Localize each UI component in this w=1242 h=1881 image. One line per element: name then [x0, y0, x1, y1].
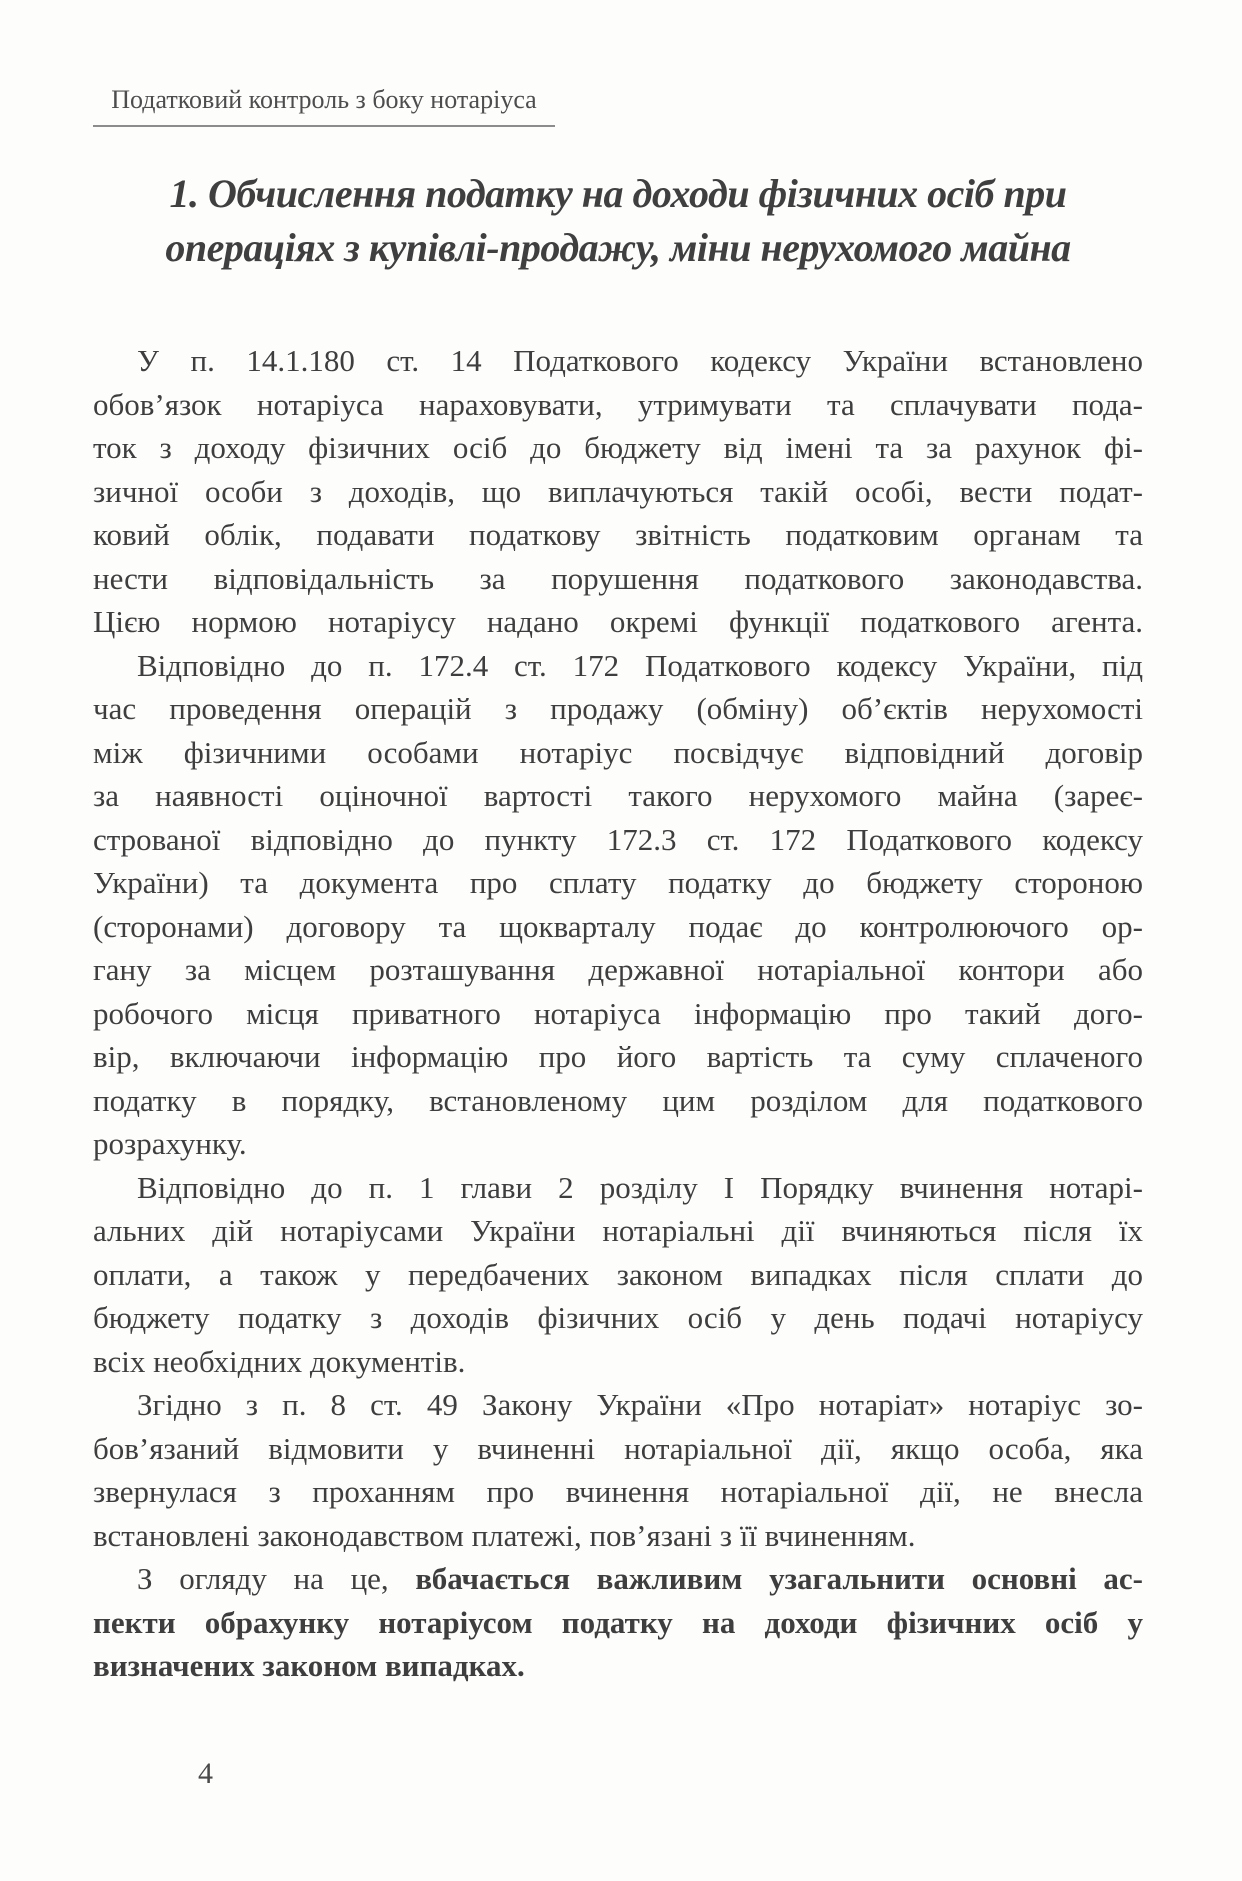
text-line: строваної відповідно до пункту 172.3 ст. 172 Податкового кодексу — [93, 821, 1143, 857]
page-number: 4 — [198, 1757, 213, 1790]
text-line: визначених законом випадках. — [93, 1648, 525, 1683]
text-line — [93, 1557, 1143, 1601]
text-line: Відповідно до п. 172.4 ст. 172 Податкового кодексу України, під — [137, 647, 1143, 683]
text-line: пекти обрахунку нотаріусом податку на доходи фізичних осіб у — [93, 1604, 1143, 1640]
paragraph-3 — [93, 1166, 1143, 1384]
text-line: час проведення операцій з продажу (обміну) об’єктів нерухомості — [93, 691, 1143, 726]
text-line: робочого місця приватного нотаріуса інформацію про такий дого- — [93, 995, 1143, 1031]
text-line: зичної особи з доходів, що виплачуються такій особі, вести подат- — [93, 473, 1143, 509]
section-title-line-1: 1. Обчислення податку на доходи фізичних осіб при — [169, 171, 1067, 216]
paragraph-1 — [93, 339, 1143, 644]
text-run-bold: вбачається важливим узагальнити основні ас- — [415, 1561, 1143, 1596]
text-line: оплати, а також у передбачених законом випадках після сплати до — [93, 1256, 1143, 1292]
text-line: бов’язаний відмовити у вчиненні нотаріальної дії, якщо особа, яка — [93, 1430, 1143, 1466]
text-line: ковий облік, подавати податкову звітність податковим органам та — [93, 517, 1143, 552]
text-line: ток з доходу фізичних осіб до бюджету від імені та за рахунок фі- — [93, 430, 1143, 465]
text-line: вір, включаючи інформацію про його вартість та суму сплаченого — [93, 1039, 1143, 1074]
text-line: Відповідно до п. 1 глави 2 розділу І Порядку вчинення нотарі- — [137, 1169, 1143, 1205]
text-line: (сторонами) договору та щокварталу подає до контролюючого ор- — [93, 908, 1143, 944]
running-head-text: Податковий контроль з боку нотаріуса — [111, 85, 537, 114]
text-line: бюджету податку з доходів фізичних осіб у день подачі нотаріусу — [93, 1300, 1143, 1335]
text-line: розрахунку. — [93, 1126, 247, 1161]
text-line: Згідно з п. 8 ст. 49 Закону України «Про нотаріат» нотаріус зо- — [137, 1387, 1143, 1422]
text-line: податку в порядку, встановленому цим розділом для податкового — [93, 1082, 1143, 1118]
paragraph-5 — [93, 1557, 1143, 1688]
paragraph-2 — [93, 644, 1143, 1166]
text-line: звернулася з проханням про вчинення нотаріальної дії, не внесла — [93, 1474, 1143, 1509]
text-line: нести відповідальність за порушення податкового законодавства. — [93, 560, 1143, 596]
text-line: гану за місцем розташування державної нотаріальної контори або — [93, 952, 1143, 987]
text-line: встановлені законодавством платежі, пов’язані з її вчиненням. — [93, 1517, 916, 1553]
section-title-line-2: операціях з купівлі-продажу, міни нерухомого майна — [165, 225, 1071, 270]
section-title — [93, 167, 1143, 275]
text-line: між фізичними особами нотаріус посвідчує відповідний договір — [93, 734, 1143, 770]
text-line: всіх необхідних документів. — [93, 1343, 466, 1379]
text-line: України) та документа про сплату податку до бюджету стороною — [93, 865, 1143, 900]
text-line: У п. 14.1.180 ст. 14 Податкового кодексу України встановлено — [137, 343, 1143, 378]
text-run-regular: З огляду на це, — [137, 1561, 416, 1596]
paragraph-4 — [93, 1383, 1143, 1557]
text-line: Цією нормою нотаріусу надано окремі функції податкового агента. — [93, 604, 1143, 639]
text-line: альних дій нотаріусами України нотаріальні дії вчиняються після їх — [93, 1213, 1143, 1248]
text-line: за наявності оціночної вартості такого нерухомого майна (зареє- — [93, 778, 1143, 813]
running-head — [93, 84, 555, 127]
body-text — [93, 339, 1143, 1688]
text-line: обов’язок нотаріуса нараховувати, утримувати та сплачувати пода- — [93, 386, 1143, 422]
